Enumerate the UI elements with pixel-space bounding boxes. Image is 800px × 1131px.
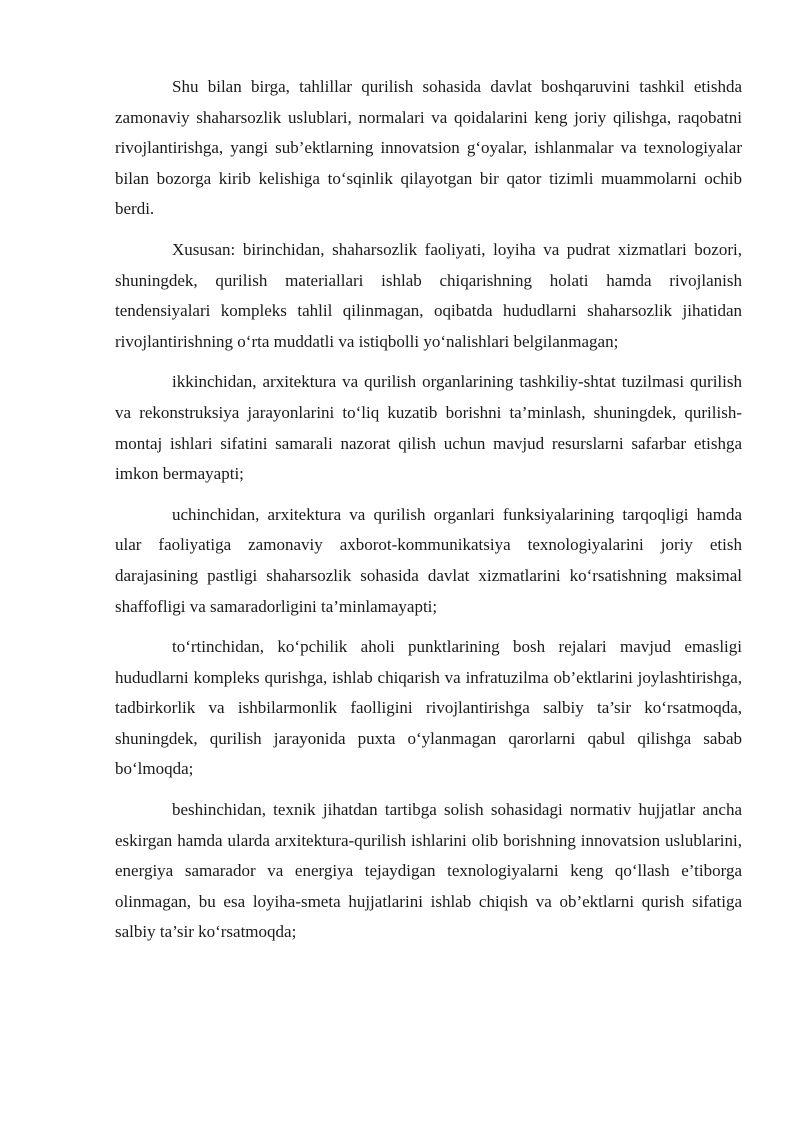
paragraph-first: Xususan: birinchidan, shaharsozlik faoliyati, loyiha va pudrat xizmatlari bozori, shuningdek, qurilish materiallari ishlab chiqarishning holati hamda rivojlanish tendensiyalari kompleks tahlil qilinmagan, oqibatda hududlarni shaharsozlik jihatidan rivojlantirishning o‘rta muddatli va istiqbolli yo‘nalishlari belgilanmagan; xyxy=(115,239,742,351)
paragraph-fifth: beshinchidan, texnik jihatdan tartibga solish sohasidagi normativ hujjatlar ancha eskirgan hamda ularda arxitektura-qurilish ishlarini olib borishning innovatsion uslublarini, energiya samarador va energiya tejaydigan texnologiyalarni keng qo‘llash e’tiborga olinmagan, bu esa loyiha-smeta hujjatlarini ishlab chiqish va ob’ektlarni qurish sifatiga salbiy ta’sir ko‘rsatmoqda; xyxy=(115,800,742,942)
document-page xyxy=(115,72,742,958)
paragraph-third: uchinchidan, arxitektura va qurilish organlari funksiyalarining tarqoqligi hamda ular faoliyatiga zamonaviy axborot-kommunikatsiya texnologiyalarini joriy etish darajasining pastligi shaharsozlik sohasida davlat xizmatlarini ko‘rsatishning maksimal shaffofligi va samaradorligini ta’minlamayapti; xyxy=(115,504,742,616)
paragraph-intro: Shu bilan birga, tahlillar qurilish sohasida davlat boshqaruvini tashkil etishda zamonaviy shaharsozlik uslublari, normalari va qoidalarini keng joriy qilishga, raqobatni rivojlantirishga, yangi sub’ektlarning innovatsion g‘oyalar, ishlanmalar va texnologiyalar bilan bozorga kirib kelishiga to‘sqinlik qilayotgan bir qator tizimli muammolarni ochib berdi. xyxy=(115,77,742,219)
paragraph-fourth: to‘rtinchidan, ko‘pchilik aholi punktlarining bosh rejalari mavjud emasligi hududlarni kompleks qurishga, ishlab chiqarish va infratuzilma ob’ektlarini joylashtirishga, tadbirkorlik va ishbilarmonlik faolligini rivojlantirishga salbiy ta’sir ko‘rsatmoqda, shuningdek, qurilish jarayonida puxta o‘ylanmagan qarorlarni qabul qilishga sabab bo‘lmoqda; xyxy=(115,637,742,779)
paragraph-second: ikkinchidan, arxitektura va qurilish organlarining tashkiliy-shtat tuzilmasi qurilish va rekonstruksiya jarayonlarini to‘liq kuzatib borishni ta’minlash, shuningdek, qurilish-montaj ishlari sifatini samarali nazorat qilish uchun mavjud resurslarni safarbar etishga imkon bermayapti; xyxy=(115,372,742,484)
